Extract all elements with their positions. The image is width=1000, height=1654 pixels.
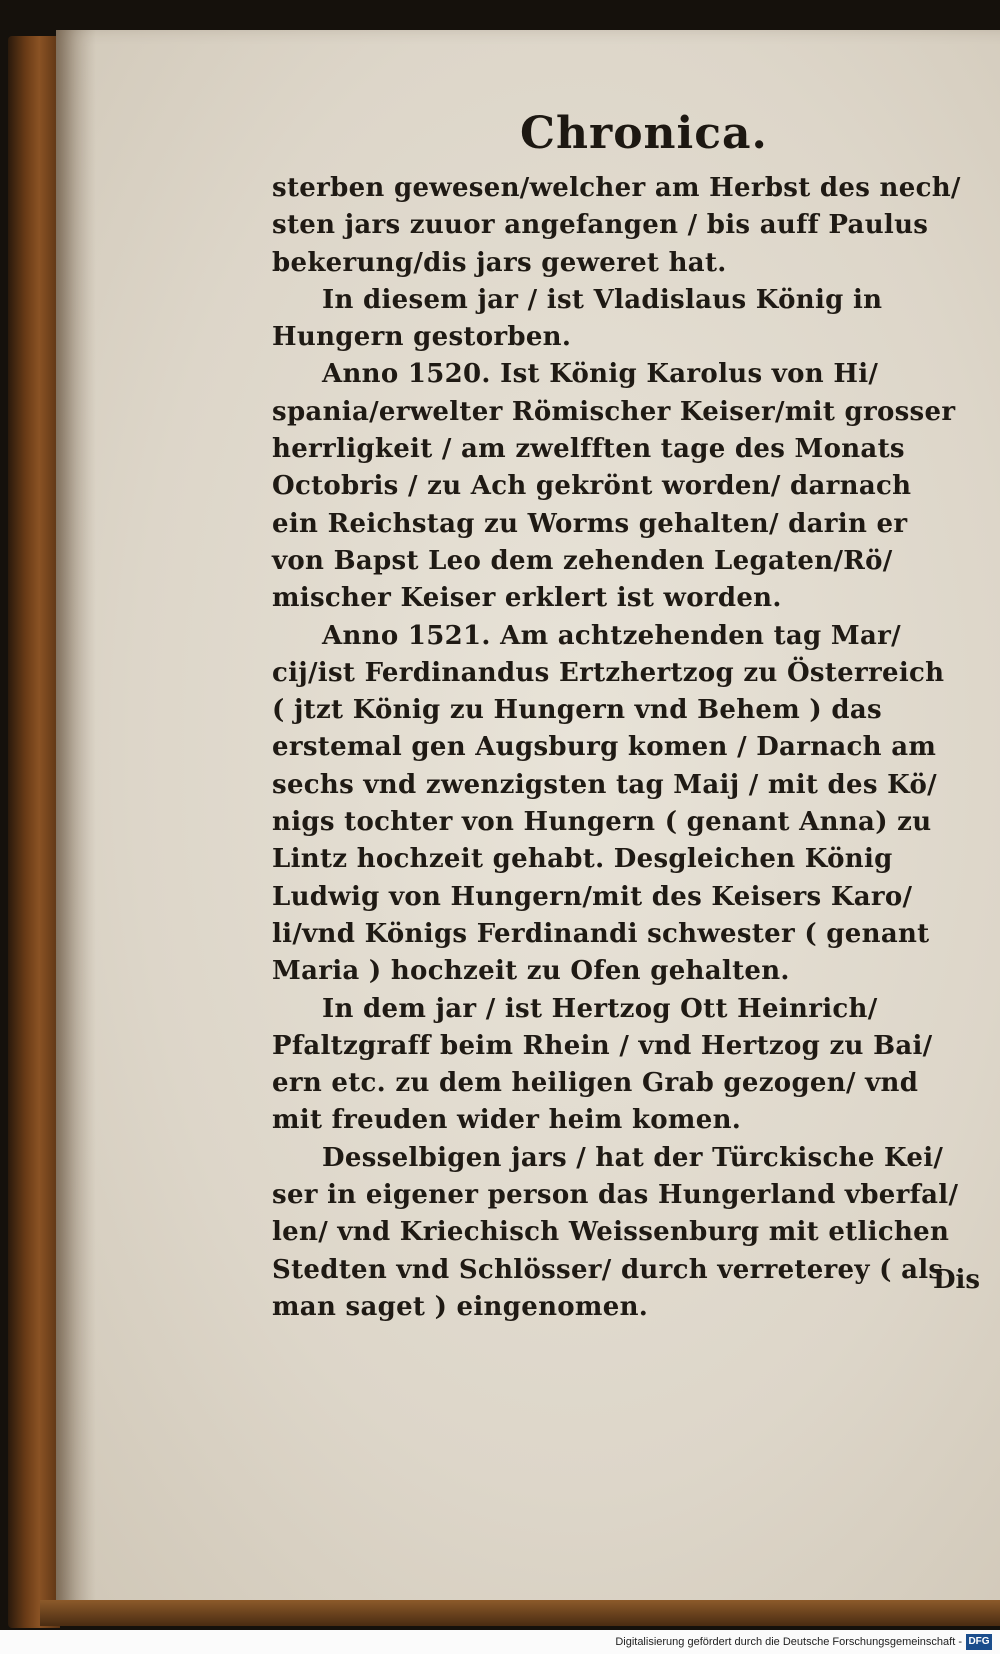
book-binding-edge: [8, 36, 60, 1628]
text-line: man saget ) eingenomen.: [272, 1291, 649, 1322]
text-line: Octobris / zu Ach gekrönt worden/ darnach: [272, 471, 912, 502]
text-line: Anno 1520. Ist König Karolus von Hi/: [322, 359, 879, 390]
text-line: li/vnd Königs Ferdinandi schwester ( genant: [272, 918, 930, 949]
text-line: ser in eigener person das Hungerland vberfal/: [272, 1180, 959, 1211]
text-line: mit freuden wider heim komen.: [272, 1105, 742, 1136]
gutter-shadow: [56, 30, 96, 1624]
text-line: herrligkeit / am zwelfften tage des Monats: [272, 434, 905, 465]
text-line: ein Reichstag zu Worms gehalten/ darin er: [272, 508, 908, 539]
text-line: sten jars zuuor angefangen / bis auff Paulus: [272, 210, 929, 241]
text-line: sechs vnd zwenzigsten tag Maij / mit des Kö/: [272, 769, 937, 800]
text-line: In diesem jar / ist Vladislaus König in: [322, 284, 883, 315]
text-line: Desselbigen jars / hat der Türckische Kei/: [322, 1142, 944, 1173]
text-line: cij/ist Ferdinandus Ertzhertzog zu Österreich: [272, 657, 945, 688]
text-line: mischer Keiser erklert ist worden.: [272, 583, 782, 614]
running-head: Chronica.: [520, 108, 768, 159]
text-line: len/ vnd Kriechisch Weissenburg mit etlichen: [272, 1217, 950, 1248]
text-line: Lintz hochzeit gehabt. Desgleichen König: [272, 844, 893, 875]
text-line: Stedten vnd Schlösser/ durch verreterey ( als: [272, 1254, 944, 1285]
text-line: bekerung/dis jars geweret hat.: [272, 247, 727, 278]
digitization-credit: Digitalisierung gefördert durch die Deutsche Forschungsgemeinschaft -: [615, 1636, 962, 1648]
body-text: [272, 170, 992, 1326]
text-line: erstemal gen Augsburg komen / Darnach am: [272, 732, 937, 763]
dfg-logo-icon: DFG: [966, 1634, 992, 1650]
text-line: ern etc. zu dem heiligen Grab gezogen/ vnd: [272, 1068, 919, 1099]
text-line: In dem jar / ist Hertzog Ott Heinrich/: [322, 993, 878, 1024]
text-line: nigs tochter von Hungern ( genant Anna) zu: [272, 807, 932, 838]
catchword: Dis: [933, 1265, 981, 1295]
text-line: Anno 1521. Am achtzehenden tag Mar/: [322, 620, 901, 651]
text-line: von Bapst Leo dem zehenden Legaten/Rö/: [272, 545, 893, 576]
text-line: Hungern gestorben.: [272, 322, 572, 353]
text-line: Pfaltzgraff beim Rhein / vnd Hertzog zu Bai/: [272, 1030, 933, 1061]
text-line: spania/erwelter Römischer Keiser/mit grosser: [272, 396, 956, 427]
text-line: Maria ) hochzeit zu Ofen gehalten.: [272, 956, 790, 987]
text-line: sterben gewesen/welcher am Herbst des nech/: [272, 173, 961, 203]
text-line: ( jtzt König zu Hungern vnd Behem ) das: [272, 695, 882, 726]
text-line: Ludwig von Hungern/mit des Keisers Karo/: [272, 881, 913, 912]
book-bottom-edge: [40, 1600, 1000, 1626]
